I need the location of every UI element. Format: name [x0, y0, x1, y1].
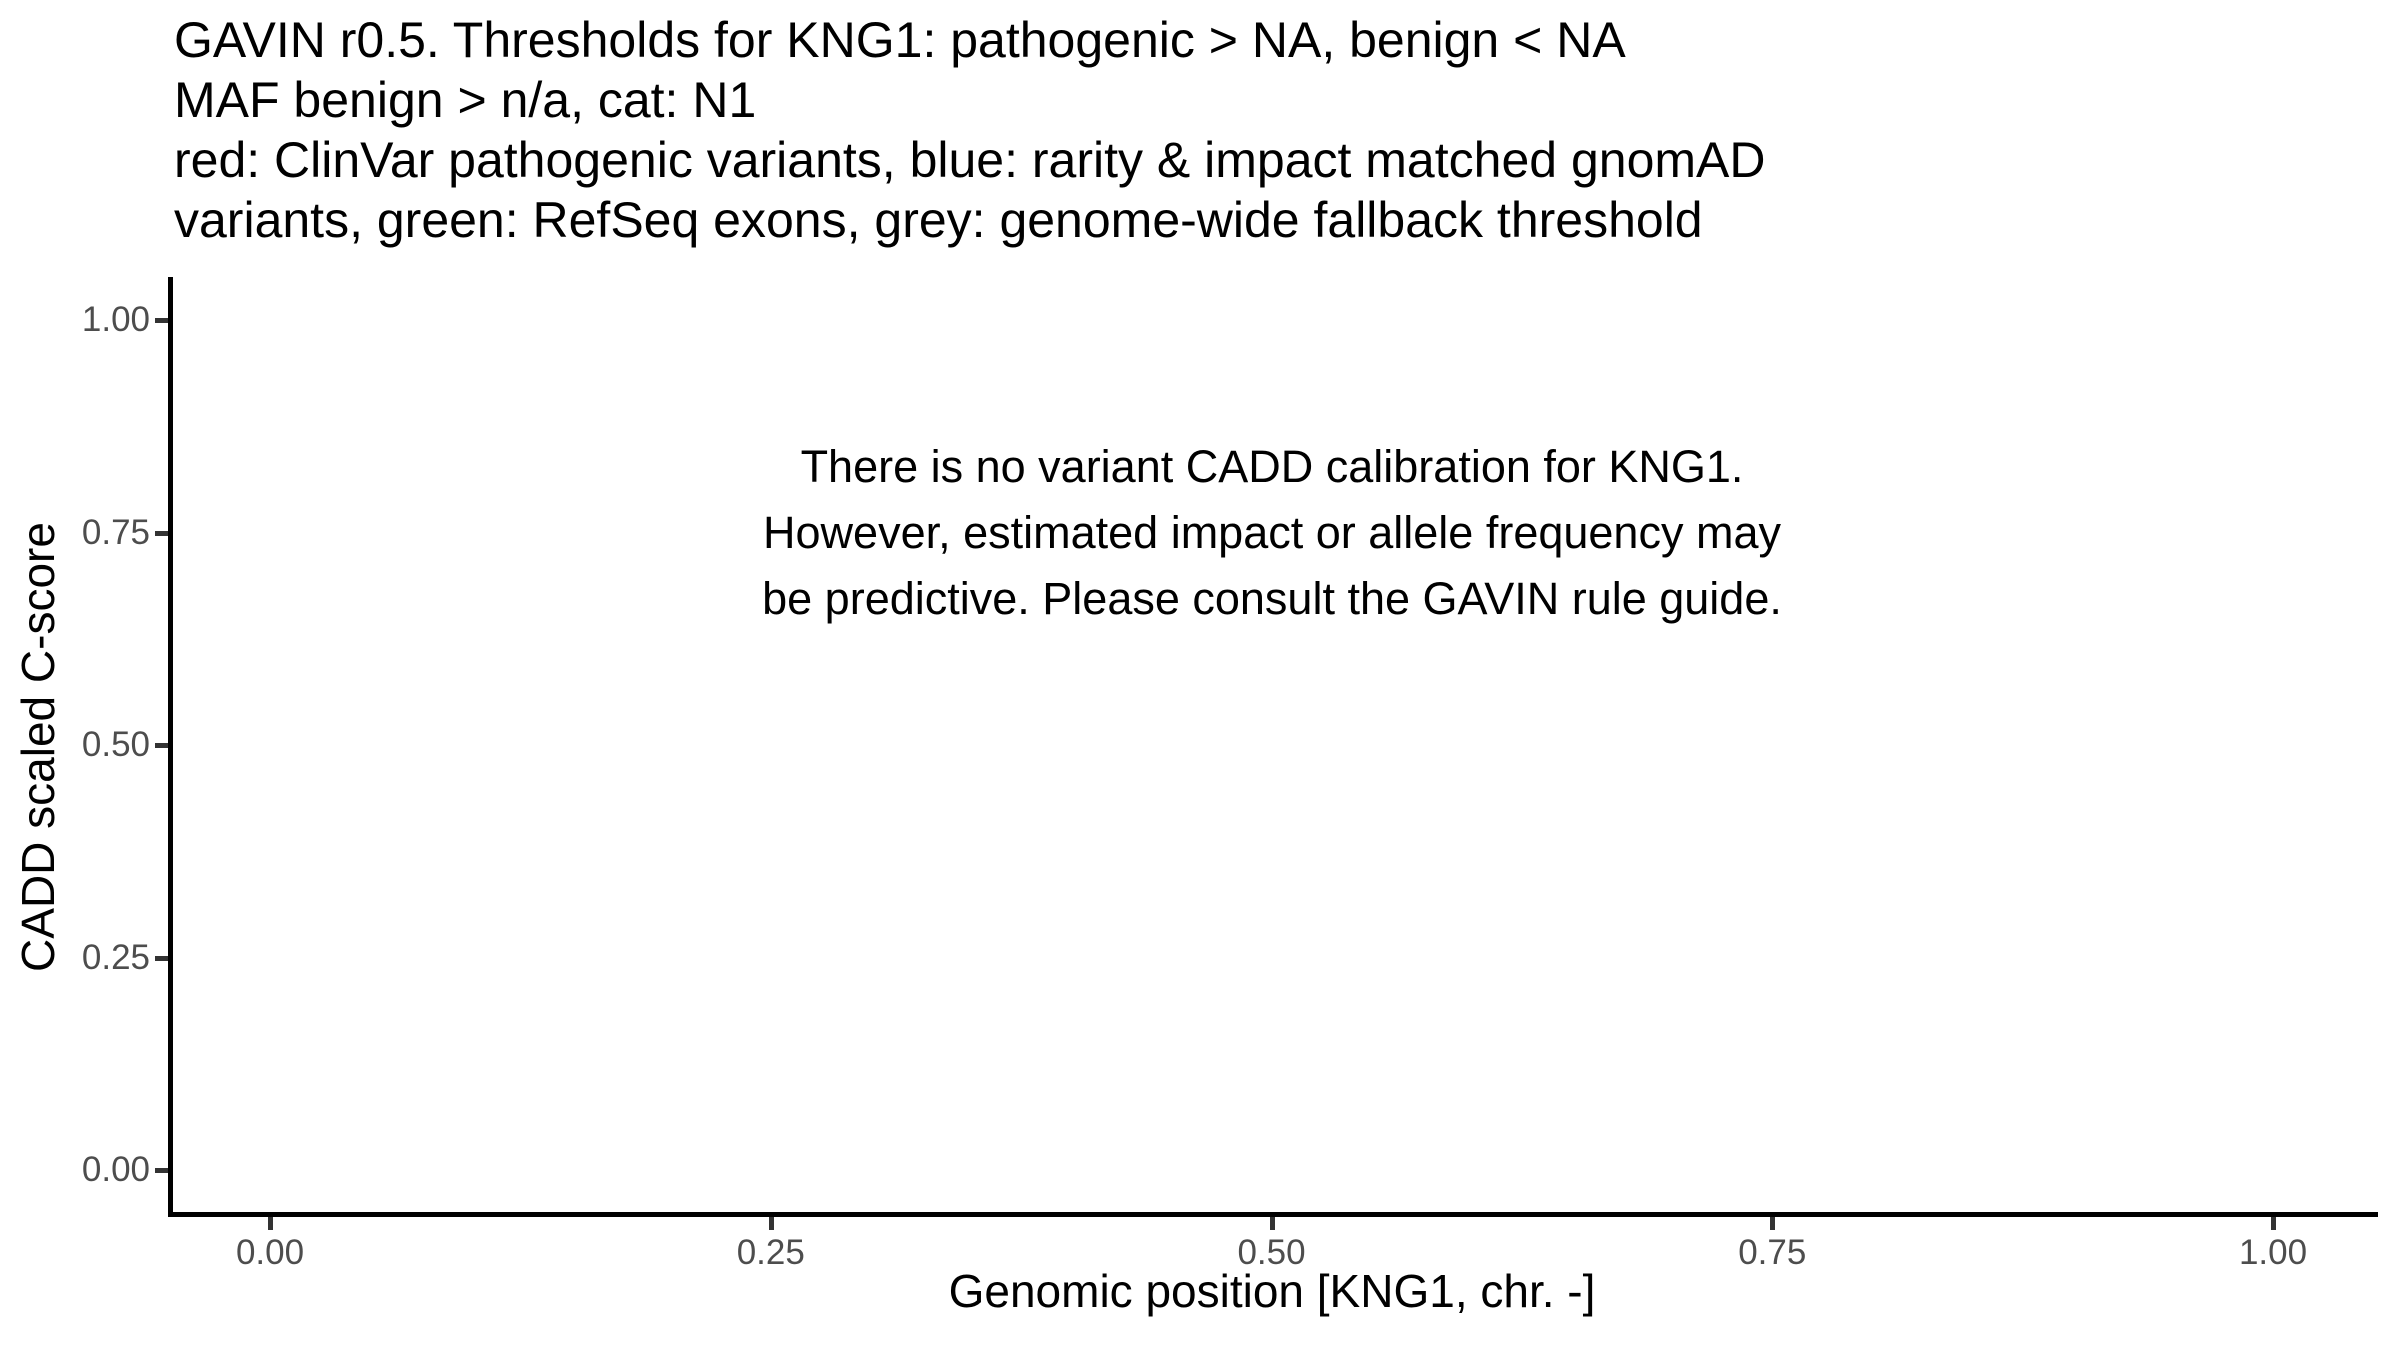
y-tick-label: 0.75 — [81, 512, 150, 552]
annotation-line: be predictive. Please consult the GAVIN rule guide. — [762, 573, 1782, 624]
plot-title — [174, 10, 1765, 250]
plot-title-line: red: ClinVar pathogenic variants, blue: rarity & impact matched gnomAD — [174, 132, 1766, 188]
plot-title-line: variants, green: RefSeq exons, grey: genome-wide fallback threshold — [174, 192, 1703, 248]
x-tick-mark — [268, 1217, 273, 1230]
x-tick-label: 0.00 — [235, 1233, 305, 1272]
y-tick-mark — [155, 1168, 168, 1173]
x-tick-label: 0.25 — [736, 1233, 805, 1272]
x-axis-title: Genomic position [KNG1, chr. -] — [948, 1265, 1596, 1317]
y-tick-label: 1.00 — [81, 300, 150, 339]
x-tick-mark — [2271, 1217, 2276, 1230]
y-tick-label: 0.00 — [81, 1150, 150, 1189]
x-tick-mark — [1270, 1217, 1275, 1230]
x-tick-mark — [769, 1217, 774, 1230]
x-tick-label: 0.50 — [1237, 1233, 1306, 1272]
annotation-text — [672, 434, 1872, 632]
x-tick-mark — [1770, 1217, 1775, 1230]
y-tick-label: 0.25 — [81, 937, 150, 977]
y-axis-title: CADD scaled C-score — [12, 522, 64, 972]
y-axis-line — [168, 277, 173, 1217]
y-tick-mark — [155, 531, 168, 536]
plot-title-line: GAVIN r0.5. Thresholds for KNG1: pathogenic > NA, benign < NA — [174, 12, 1626, 68]
y-tick-mark — [155, 318, 168, 323]
y-tick-mark — [155, 956, 168, 961]
y-tick-label: 0.50 — [81, 725, 150, 764]
annotation-line: However, estimated impact or allele frequency may — [763, 507, 1781, 558]
y-tick-mark — [155, 743, 168, 748]
annotation-line: There is no variant CADD calibration for KNG1. — [800, 441, 1744, 492]
plot-panel — [168, 277, 2378, 1217]
x-tick-label: 1.00 — [2238, 1233, 2308, 1272]
plot-title-line: MAF benign > n/a, cat: N1 — [174, 72, 757, 128]
x-tick-label: 0.75 — [1738, 1233, 1807, 1272]
